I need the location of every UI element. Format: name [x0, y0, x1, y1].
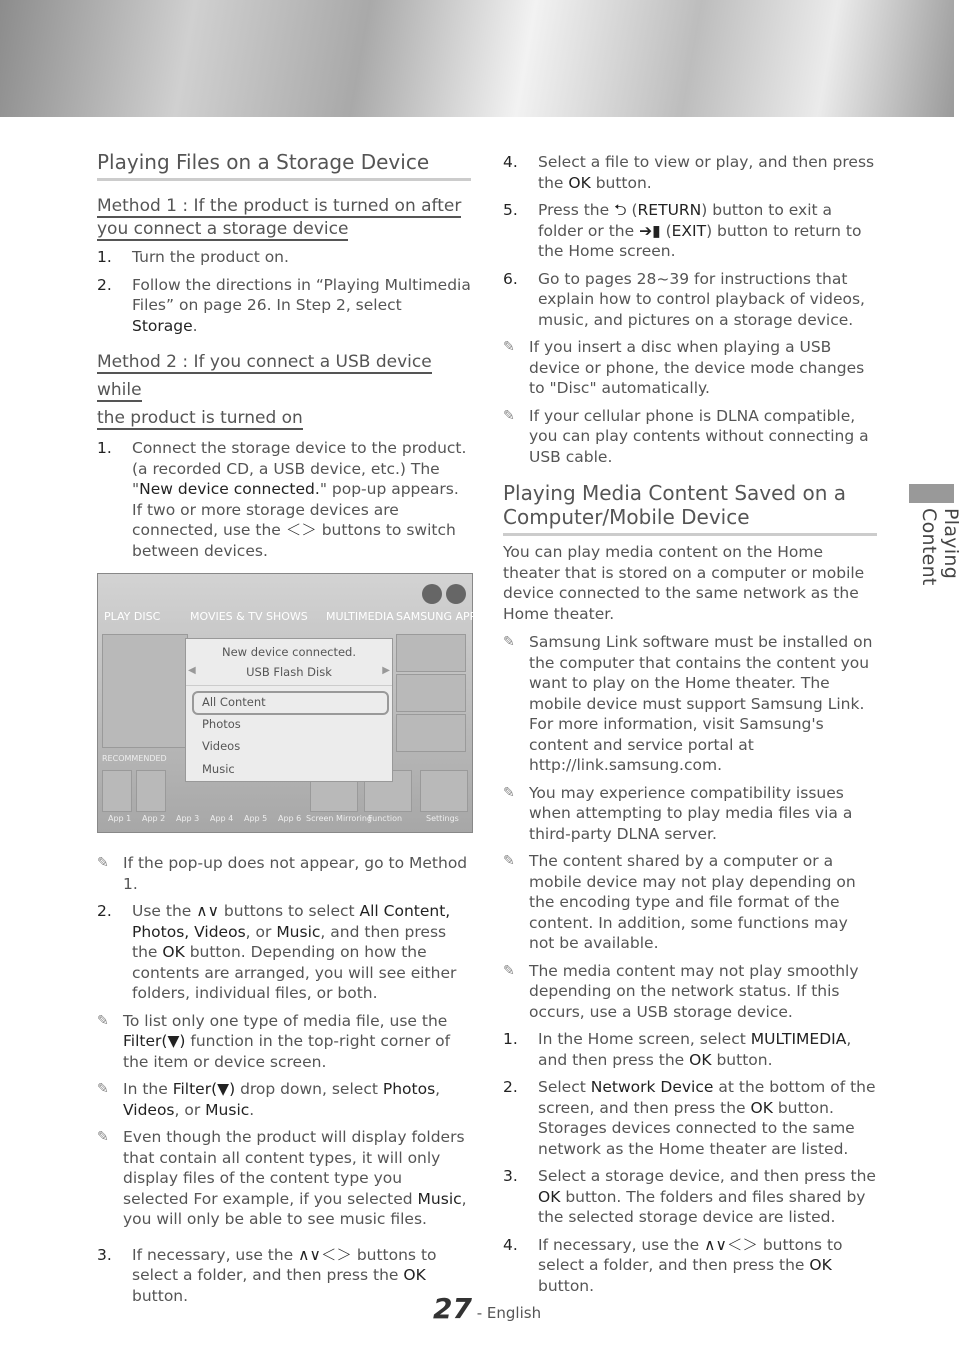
app-tile[interactable] — [102, 770, 132, 812]
app-label: App 4 — [210, 814, 234, 823]
pencil-icon: ✎ — [97, 1081, 109, 1097]
popup-device: USB Flash Disk — [246, 665, 332, 679]
disc-tile[interactable] — [102, 634, 188, 748]
note-compatibility: ✎ You may experience compatibility issues when attempting to play media files via a third-party DLNA server. — [503, 783, 853, 843]
net-step-4: 4. If necessary, use the ∧∨＜＞ buttons to select a folder, and then press the OK button. — [503, 1235, 843, 1295]
left-right-arrows-icon: ＜＞ — [285, 521, 317, 539]
note-filter: ✎ To list only one type of media file, use the Filter(▼) function in the top-right corner of the item or device screen. — [97, 1011, 451, 1071]
option-videos[interactable]: Videos — [202, 739, 241, 753]
func-label: Function — [368, 814, 403, 823]
chevron-left-icon[interactable]: ◀ — [188, 665, 196, 676]
music-tile[interactable] — [396, 714, 466, 752]
tv-screen-illustration — [97, 573, 484, 833]
note-shared-content: ✎ The content shared by a computer or a mobile device may not play depending on the encoding type and file format of the content. In addition, some functions may not be available. — [503, 852, 856, 952]
step-6: 6. Go to pages 28~39 for instructions that explain how to control playback of videos, music, and pictures on a storage device. — [503, 269, 865, 329]
net-step-3: 3. Select a storage device, and then press the OK button. The folders and files shared by the selected storage device are listed. — [503, 1167, 876, 1226]
pencil-icon: ✎ — [97, 855, 109, 871]
popup-title: New device connected. — [221, 645, 357, 659]
method2-heading: Method 2 : If you connect a USB device while the product is turned on — [97, 352, 432, 428]
m2-step-2: 2. Use the ∧∨ buttons to select All Content, Photos, Videos, or Music, and then press the OK button. Depending on how the contents are arranged, you will see either folders, individual files, or both. — [97, 902, 457, 1002]
pencil-icon: ✎ — [503, 634, 515, 650]
video-tile[interactable] — [396, 674, 466, 712]
pencil-icon: ✎ — [503, 853, 515, 869]
m1-step-2: 2. Follow the directions in “Playing Multimedia Files” on page 26. In Step 2, select Storage. — [97, 275, 471, 335]
side-tab-marker — [909, 484, 954, 503]
page-number: 27 — [433, 1292, 472, 1325]
right-column — [503, 152, 877, 1303]
net-step-2: 2. Select Network Device at the bottom of the screen, and then press the OK button. Storages devices connected to the same network as the Home theater are listed. — [503, 1078, 876, 1158]
note-disc-mode: ✎ If you insert a disc when playing a USB device or phone, the device mode changes to "Disc" automatically. — [503, 338, 865, 397]
option-all-content[interactable]: All Content — [202, 695, 266, 709]
method1-heading: Method 1 : If the product is turned on after you connect a storage device — [97, 196, 462, 239]
step-5: 5. Press the ⮌ (RETURN) button to exit a folder or the ➔▮ (EXIT) button to return to the Home screen. — [503, 201, 862, 260]
app-label: App 3 — [176, 814, 200, 823]
note-network-status: ✎ The media content may not play smoothly depending on the network status. If this occurs, use a USB storage device. — [503, 961, 859, 1021]
func-label: Settings — [426, 814, 459, 823]
m1-step-1: 1. Turn the product on. — [97, 248, 289, 266]
tab-play-disc[interactable]: PLAY DISC — [104, 610, 161, 623]
up-down-arrows-icon: ∧∨ — [196, 902, 219, 920]
app-label: App 1 — [108, 814, 132, 823]
pencil-icon: ✎ — [97, 1012, 109, 1029]
gear-icon[interactable] — [420, 770, 468, 812]
pencil-icon: ✎ — [503, 339, 515, 355]
search-icon — [446, 584, 466, 604]
popup-divider — [186, 685, 392, 686]
return-icon: ⮌ — [614, 201, 627, 219]
net-step-1: 1. In the Home screen, select MULTIMEDIA, and then press the OK button. — [503, 1030, 852, 1069]
header-banner — [0, 0, 954, 117]
page-footer — [433, 1292, 541, 1325]
recommended-label: RECOMMENDED — [102, 754, 167, 763]
pencil-icon: ✎ — [503, 784, 515, 801]
option-music[interactable]: Music — [202, 762, 235, 776]
footer-language: - English — [476, 1304, 542, 1322]
section-title-storage: Playing Files on a Storage Device — [97, 150, 471, 181]
m2-step-1: 1. Connect the storage device to the product. (a recorded CD, a USB device, etc.) The "New device connected." pop-up appears. If two or more storage devices are connected, use the ＜＞ buttons to switch between devices. — [97, 439, 467, 560]
new-device-popup — [185, 638, 393, 782]
tab-movies[interactable]: MOVIES & TV SHOWS — [190, 610, 308, 623]
photo-tile[interactable] — [396, 634, 466, 672]
side-tab-label: Playing Content — [918, 508, 962, 586]
note-samsung-link: ✎ Samsung Link software must be installed on the computer that contains the content you want to play on the Home theater. The mobile device must support Samsung Link. For more information, visit Samsung's content and service portal at http://link.samsung.com. — [503, 633, 873, 774]
direction-arrows-icon: ∧∨＜＞ — [298, 1245, 352, 1264]
m2-step-3: 3. If necessary, use the ∧∨＜＞ buttons to select a folder, and then press the OK button. — [97, 1245, 437, 1305]
func-label: Screen Mirroring — [306, 814, 372, 823]
app-tile[interactable] — [136, 770, 166, 812]
filter-icon: ▼ — [167, 1032, 180, 1050]
note-filter-dropdown: ✎ In the Filter(▼) drop down, select Photos, Videos, or Music. — [97, 1080, 441, 1119]
filter-icon: ▼ — [217, 1080, 230, 1098]
left-column — [97, 150, 484, 1313]
note-folders: ✎ Even though the product will display folders that contain all content types, it will only display files of the content type you selected For example, if you selected Music, you will only be able to see music files. — [97, 1128, 467, 1228]
user-icon — [422, 584, 442, 604]
app-label: App 2 — [142, 814, 166, 823]
pencil-icon: ✎ — [97, 1129, 109, 1145]
tab-multimedia[interactable]: MULTIMEDIA — [326, 610, 394, 623]
pencil-icon: ✎ — [503, 962, 515, 979]
note-popup-missing: ✎ If the pop-up does not appear, go to Method 1. — [97, 854, 468, 893]
network-intro: You can play media content on the Home theater that is stored on a computer or mobile device connected to the same network as the Home theater. — [503, 543, 865, 623]
chevron-right-icon[interactable]: ▶ — [382, 665, 390, 676]
section-title-network: Playing Media Content Saved on a Computer/Mobile Device — [503, 481, 877, 536]
app-label: App 5 — [244, 814, 268, 823]
step-4: 4. Select a file to view or play, and then press the OK button. — [503, 153, 875, 192]
option-photos[interactable]: Photos — [202, 717, 241, 731]
pencil-icon: ✎ — [503, 407, 515, 424]
note-dlna-phone: ✎ If your cellular phone is DLNA compatible, you can play contents without connecting a USB cable. — [503, 406, 869, 466]
app-label: App 6 — [278, 814, 302, 823]
exit-icon: ➔▮ — [639, 221, 661, 240]
direction-arrows-icon: ∧∨＜＞ — [704, 1235, 758, 1254]
tab-samsung-apps[interactable]: SAMSUNG APPS — [396, 610, 484, 623]
